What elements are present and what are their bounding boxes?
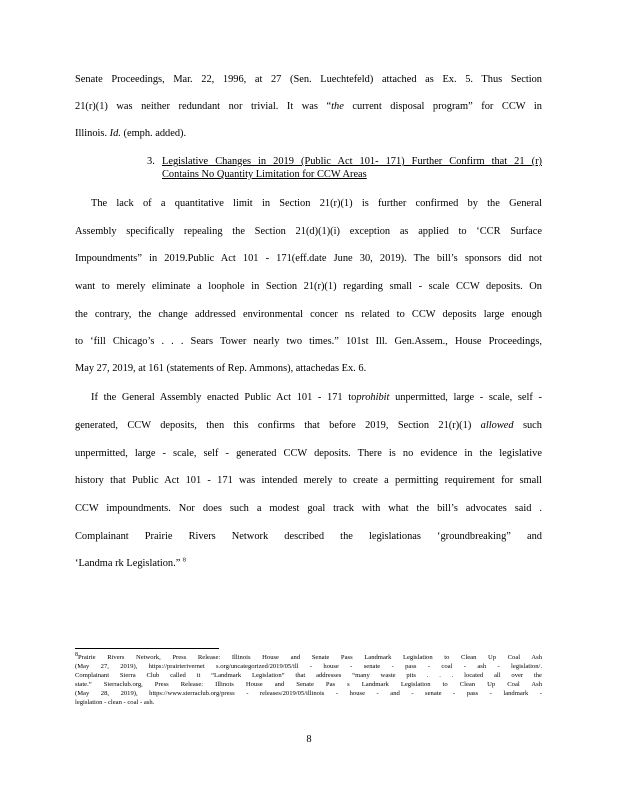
section-heading-line2: Contains No Quantity Limitation for CCW Areas — [162, 169, 367, 180]
emphasis-allowed: allowed — [480, 420, 514, 431]
paragraph3-line2: generated, CCW deposits, then this confirms that before 2019, Section 21(r)(1) allowed such — [75, 420, 542, 431]
paragraph1-line3: Illinois. Id. (emph. added). — [75, 128, 187, 139]
page-number: 8 — [306, 734, 312, 745]
paragraph1-line1: Senate Proceedings, Mar. 22, 1996, at 27 (Sen. Luechtefeld) attached as Ex. 5. Thus Section — [75, 74, 542, 85]
paragraph3-line7: ‘Landma rk Legislation.” $^8$ — [75, 557, 186, 569]
section-heading — [162, 155, 542, 181]
paragraph2-line6: to ‘fill Chicago’s . . . Sears Tower nearly two times.” 101st Ill. Gen.Assem., House Proceedings, — [75, 336, 542, 347]
footnote-line6: legislation - clean - coal - ash. — [75, 699, 155, 706]
emphasis-the: the — [331, 101, 344, 112]
footnote-reference: 8 — [182, 557, 186, 564]
paragraph3-line4: history that Public Act 101 - 171 was intended merely to create a permitting requirement for small — [75, 475, 542, 486]
footnote-line3: Complainant Sierra Club called it “Landmark Legislation” that addresses “many waste pits . . . located all over the — [75, 672, 542, 679]
paragraph2-line2: Assembly specifically repealing the Section 21(d)(1)(i) exception as applied to ‘CCR Surface — [75, 226, 542, 237]
footnote-line2: (May 27, 2019), https://prairierivernet s.org/uncategorized/2019/05/ill - house - senate - pass - coal - ash - legislation/. — [75, 663, 542, 670]
paragraph2-line4: want to merely eliminate a loophole in Section 21(r)(1) regarding small - scale CCW deposits. On — [75, 281, 542, 292]
paragraph3-line1: If the General Assembly enacted Public Act 101 - 171 toprohibit unpermitted, large - scale, self - — [91, 392, 542, 403]
footnote-line1: $^8$Prairie Rivers Network, Press Release: Illinois House and Senate Pass Landmark Legislation to Clean Up Coal Ash — [75, 651, 542, 661]
emphasis-id: Id. — [109, 128, 121, 139]
emphasis-prohibit: prohibit — [356, 392, 390, 403]
paragraph3-line5: CCW impoundments. Nor does such a modest goal track with what the bill’s advocates said . — [75, 503, 542, 514]
paragraph3-line6: Complainant Prairie Rivers Network described the legislationas ‘groundbreaking” and — [75, 531, 542, 542]
paragraph2-line1: The lack of a quantitative limit in Section 21(r)(1) is further confirmed by the General — [91, 198, 542, 209]
footnote-divider — [75, 648, 219, 649]
paragraph1-line2: 21(r)(1) was neither redundant nor trivial. It was “the current disposal program” for CCW in — [75, 101, 542, 112]
footnote-marker: 8 — [75, 651, 78, 658]
footnote-line5: (May 28, 2019), https://www.sierraclub.org/press - releases/2019/05/illinois - house - and - senate - pass - landmark - — [75, 690, 542, 697]
paragraph3-line3: unpermitted, large - scale, self - generated CCW deposits. There is no evidence in the legislative — [75, 448, 542, 459]
paragraph2-line7: May 27, 2019, at 161 (statements of Rep. Ammons), attachedas Ex. 6. — [75, 363, 367, 374]
section-heading-line1: Legislative Changes in 2019 (Public Act 101- 171) Further Confirm that 21 (r) — [162, 156, 542, 167]
paragraph2-line5: the contrary, the change addressed environmental concer ns related to CCW deposits large enough — [75, 309, 542, 320]
section-heading-number: 3. — [147, 156, 155, 167]
footnote-line4: state.” Sierraclub.org, Press Release: Illinois House and Senate Pas s Landmark Legislation to Clean Up Coal Ash — [75, 681, 542, 688]
paragraph2-line3: Impoundments” in 2019.Public Act 101 - 171(eff.date June 30, 2019). The bill’s sponsors did not — [75, 253, 542, 264]
